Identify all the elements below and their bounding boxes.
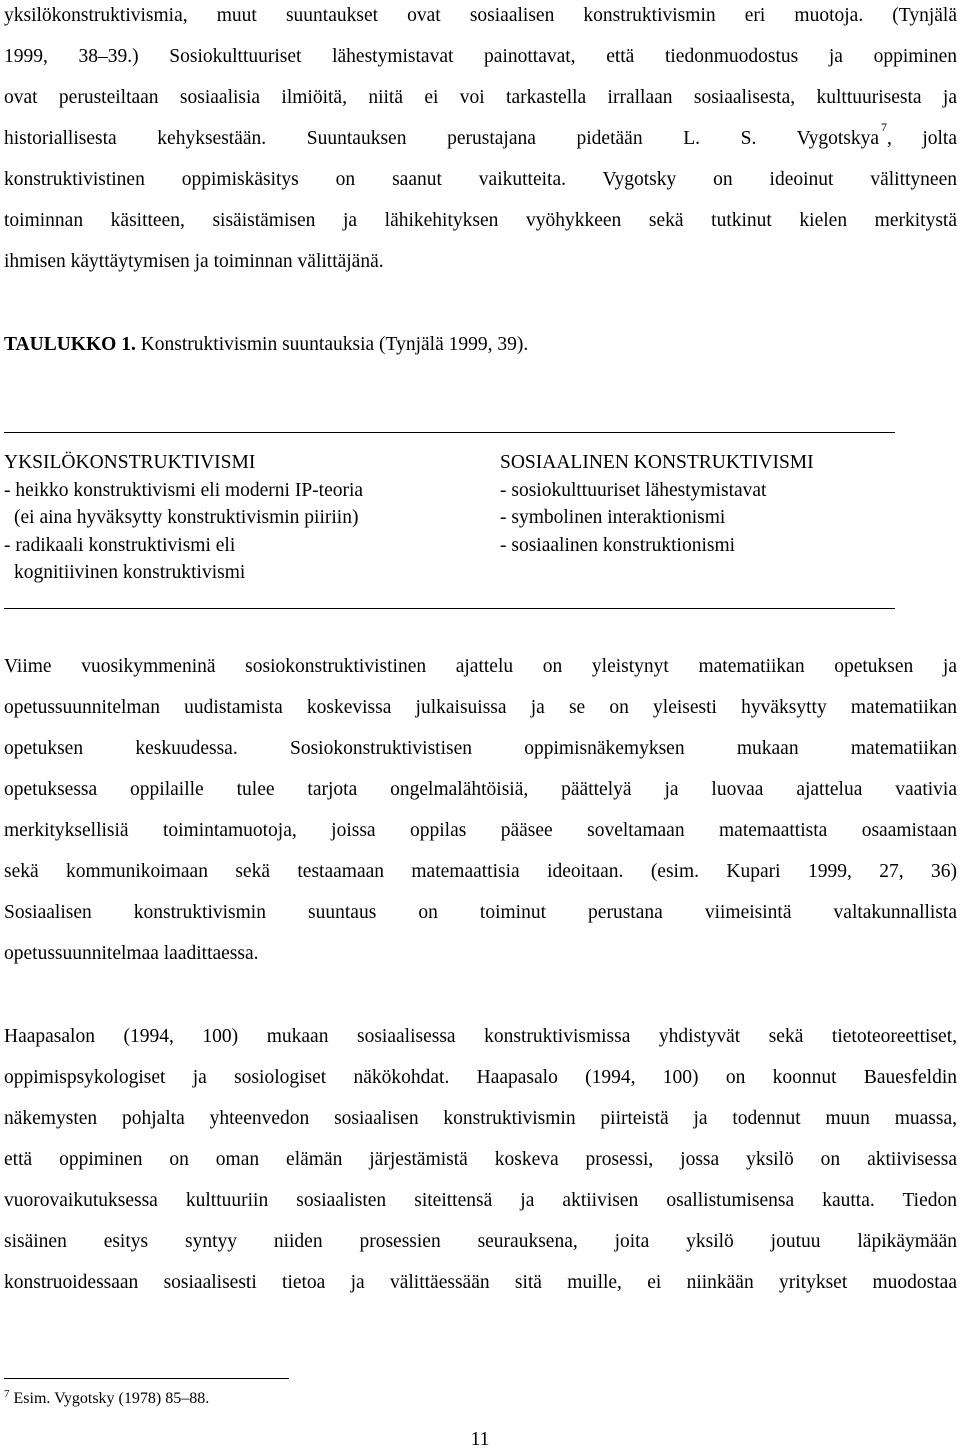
paragraph3-line-7: konstruoidessaan sosiaalisesti tietoa ja välittäessään sitä muille, ei niinkään yritykset muodostaa bbox=[4, 1272, 957, 1293]
paragraph2-line-5: merkityksellisiä toimintamuotoja, joissa oppilas pääsee soveltamaan matemaattista osaamistaan bbox=[4, 820, 957, 841]
footnote-number: 7 bbox=[4, 1387, 10, 1400]
paragraph2-line-2: opetussuunnitelman uudistamista koskevissa julkaisuissa ja se on yleisesti hyväksytty matematiikan bbox=[4, 697, 957, 718]
paragraph1-line-7: ihmisen käyttäytymisen ja toiminnan välittäjänä. bbox=[4, 251, 384, 272]
table-left-column bbox=[4, 449, 363, 587]
table-caption-text: Konstruktivismin suuntauksia (Tynjälä 1999, 39). bbox=[135, 334, 529, 355]
table-right-column bbox=[500, 449, 814, 559]
left-column-item: (ei aina hyväksytty konstruktivismin piiriin) bbox=[14, 507, 359, 528]
paragraph1-line-2: 1999, 38–39.) Sosiokulttuuriset lähestymistavat painottavat, että tiedonmuodostus ja oppiminen bbox=[4, 46, 957, 67]
paragraph3-line-3: näkemysten pohjalta yhteenvedon sosiaalisen konstruktivismin piirteistä ja todennut muun muassa, bbox=[4, 1108, 957, 1129]
table-bottom-rule bbox=[4, 608, 895, 609]
paragraph2-line-8: opetussuunnitelmaa laadittaessa. bbox=[4, 943, 259, 964]
footnote-reference: 7 bbox=[881, 120, 887, 134]
left-column-item: kognitiivinen konstruktivismi bbox=[14, 562, 246, 583]
footnote-rule bbox=[4, 1378, 289, 1379]
paragraph3-line-2: oppimispsykologiset ja sosiologiset näkökohdat. Haapasalo (1994, 100) on koonnut Bauesfeldin bbox=[4, 1067, 957, 1088]
paragraph2-line-4: opetuksessa oppilaille tulee tarjota ongelmalähtöisiä, päättelyä ja luovaa ajattelua vaativia bbox=[4, 779, 957, 800]
paragraph1-line-4-text: historiallisesta kehyksestään. Suuntauksen perustajana pidetään L. S. Vygotskya bbox=[4, 128, 879, 149]
paragraph1-line-1: yksilökonstruktivismia, muut suuntaukset ovat sosiaalisen konstruktivismin eri muotoja. (Tynjälä bbox=[4, 5, 957, 26]
paragraph1-line-4-tail: , jolta bbox=[887, 128, 957, 149]
left-column-item: - radikaali konstruktivismi eli bbox=[4, 534, 236, 556]
paragraph2-line-1: Viime vuosikymmeninä sosiokonstruktivistinen ajattelu on yleistynyt matematiikan opetuksen ja bbox=[4, 656, 957, 677]
table-caption bbox=[4, 333, 528, 357]
paragraph3-line-5: vuorovaikutuksessa kulttuuriin sosiaalisten siteittensä ja aktiivisen osallistumisensa kautta. Tiedon bbox=[4, 1190, 957, 1211]
paragraph2-line-3: opetuksen keskuudessa. Sosiokonstruktivistisen oppimisnäkemyksen mukaan matematiikan bbox=[4, 738, 957, 759]
paragraph1-line-3: ovat perusteiltaan sosiaalisia ilmiöitä, niitä ei voi tarkastella irrallaan sosiaalisesta, kulttuurisesta ja bbox=[4, 87, 957, 108]
paragraph3-line-4: että oppiminen on oman elämän järjestämistä koskeva prosessi, jossa yksilö on aktiivisessa bbox=[4, 1149, 957, 1170]
left-column-heading: YKSILÖKONSTRUKTIVISMI bbox=[4, 452, 256, 473]
paragraph1-line-4 bbox=[4, 120, 957, 151]
right-column-item: - sosiokulttuuriset lähestymistavat bbox=[500, 479, 767, 501]
paragraph2-line-7: Sosiaalisen konstruktivismin suuntaus on toiminut perustana viimeisintä valtakunnallista bbox=[4, 902, 957, 923]
paragraph1-line-5: konstruktivistinen oppimiskäsitys on saanut vaikutteita. Vygotsky on ideoinut välittyneen bbox=[4, 169, 957, 190]
right-column-item: - symbolinen interaktionismi bbox=[500, 507, 726, 528]
paragraph1-line-6: toiminnan käsitteen, sisäistämisen ja lähikehityksen vyöhykkeen sekä tutkinut kielen merkitystä bbox=[4, 210, 957, 231]
page-number: 11 bbox=[470, 1429, 490, 1450]
table-top-rule bbox=[4, 432, 895, 433]
right-column-item: - sosiaalinen konstruktionismi bbox=[500, 534, 736, 556]
footnote bbox=[4, 1389, 209, 1409]
paragraph2-line-6: sekä kommunikoimaan sekä testaamaan matemaattisia ideoitaan. (esim. Kupari 1999, 27, 36) bbox=[4, 861, 957, 882]
left-column-item: - heikko konstruktivismi eli moderni IP-teoria bbox=[4, 479, 364, 501]
right-column-heading: SOSIAALINEN KONSTRUKTIVISMI bbox=[500, 452, 814, 473]
paragraph3-line-6: sisäinen esitys syntyy niiden prosessien seurauksena, joita yksilö joutuu läpikäymään bbox=[4, 1231, 957, 1252]
footnote-text: Esim. Vygotsky (1978) 85–88. bbox=[13, 1390, 210, 1407]
paragraph3-line-1: Haapasalon (1994, 100) mukaan sosiaalisessa konstruktivismissa yhdistyvät sekä tietoteoreettiset, bbox=[4, 1026, 957, 1047]
table-caption-label: TAULUKKO 1. bbox=[4, 334, 136, 355]
